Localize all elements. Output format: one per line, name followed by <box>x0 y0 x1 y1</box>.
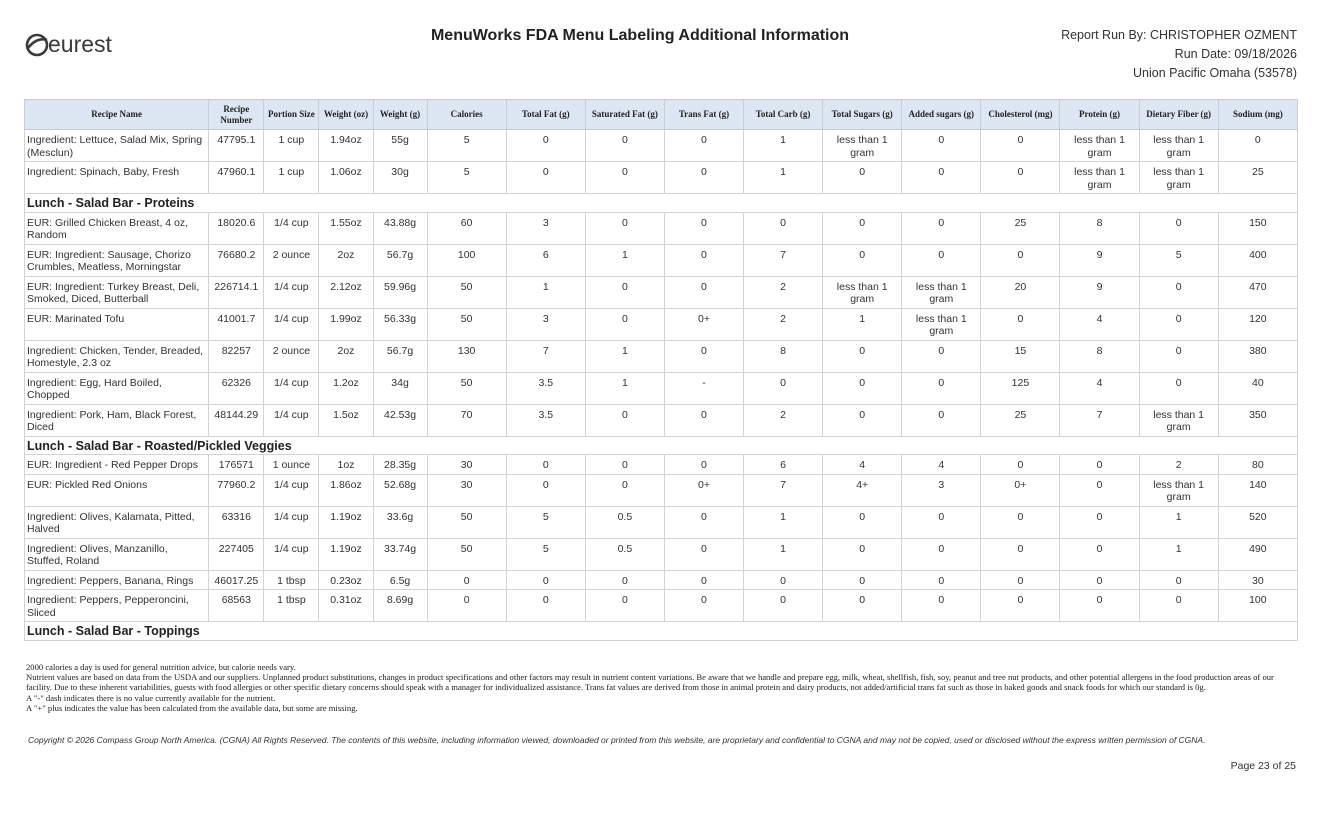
table-cell: 28.35g <box>373 455 427 475</box>
table-row <box>25 212 1298 244</box>
table-cell: less than 1 gram <box>1060 130 1139 162</box>
table-cell: 1 <box>1139 538 1218 570</box>
table-cell: 4+ <box>823 474 902 506</box>
table-cell: 2 <box>744 404 823 436</box>
recipe-name-cell: EUR: Pickled Red Onions <box>25 474 209 506</box>
table-cell: 62326 <box>209 372 264 404</box>
table-cell: 46017.25 <box>209 570 264 590</box>
table-cell: less than 1 gram <box>1060 162 1139 194</box>
table-cell: 1oz <box>319 455 373 475</box>
recipe-name-cell: Ingredient: Spinach, Baby, Fresh <box>25 162 209 194</box>
table-cell: 0 <box>823 162 902 194</box>
table-cell: 1/4 cup <box>264 276 319 308</box>
table-cell: 52.68g <box>373 474 427 506</box>
table-row <box>25 590 1298 622</box>
table-cell: 0 <box>823 538 902 570</box>
note-calories: 2000 calories a day is used for general nutrition advice, but calorie needs vary. <box>26 662 296 672</box>
table-cell: 0 <box>823 506 902 538</box>
table-cell: 100 <box>1218 590 1297 622</box>
table-cell: 1.06oz <box>319 162 373 194</box>
table-cell: 0 <box>585 455 664 475</box>
table-cell: 0 <box>981 308 1060 340</box>
table-cell: 0 <box>664 506 743 538</box>
table-cell: 0 <box>506 474 585 506</box>
table-cell: 1/4 cup <box>264 404 319 436</box>
column-header: Weight (g) <box>373 100 427 130</box>
table-cell: 0+ <box>981 474 1060 506</box>
recipe-name-cell: Ingredient: Olives, Manzanillo, Stuffed, Roland <box>25 538 209 570</box>
table-cell: 0 <box>1218 130 1297 162</box>
table-cell: 0 <box>981 590 1060 622</box>
table-cell: 0 <box>664 404 743 436</box>
table-cell: 0 <box>1139 372 1218 404</box>
table-cell: 0 <box>902 590 981 622</box>
table-row <box>25 506 1298 538</box>
table-cell: 1 <box>823 308 902 340</box>
table-cell: 3 <box>902 474 981 506</box>
note-plus: A "+" plus indicates the value has been calculated from the available data, but some are missing. <box>26 702 358 713</box>
table-cell: 0 <box>981 162 1060 194</box>
table-cell: 0 <box>664 340 743 372</box>
table-cell: less than 1 gram <box>902 308 981 340</box>
table-cell: 150 <box>1218 212 1297 244</box>
table-cell: 350 <box>1218 404 1297 436</box>
table-cell: 55g <box>373 130 427 162</box>
table-cell: 0 <box>1060 590 1139 622</box>
table-cell: 0.31oz <box>319 590 373 622</box>
table-cell: 1 <box>744 506 823 538</box>
table-cell: 4 <box>823 455 902 475</box>
table-cell: 0 <box>585 474 664 506</box>
recipe-name-cell: Ingredient: Peppers, Pepperoncini, Sliced <box>25 590 209 622</box>
table-cell: 1.2oz <box>319 372 373 404</box>
table-row <box>25 474 1298 506</box>
table-cell: 0 <box>902 130 981 162</box>
table-cell: 5 <box>427 130 506 162</box>
table-cell: 0 <box>1139 212 1218 244</box>
eurest-logo-mark <box>25 28 125 60</box>
table-cell: 9 <box>1060 276 1139 308</box>
table-cell: 50 <box>427 276 506 308</box>
table-cell: 1.5oz <box>319 404 373 436</box>
table-cell: 7 <box>506 340 585 372</box>
table-cell: 50 <box>427 506 506 538</box>
column-header: Recipe Number <box>209 100 264 130</box>
recipe-name-cell: Ingredient: Lettuce, Salad Mix, Spring (Mesclun) <box>25 130 209 162</box>
table-cell: 1 ounce <box>264 455 319 475</box>
table-cell: 82257 <box>209 340 264 372</box>
table-row <box>25 372 1298 404</box>
table-cell: 1 <box>744 162 823 194</box>
section-header-row <box>25 194 1298 213</box>
table-cell: 1 <box>1139 506 1218 538</box>
table-cell: 43.88g <box>373 212 427 244</box>
table-cell: 226714.1 <box>209 276 264 308</box>
table-cell: 2.12oz <box>319 276 373 308</box>
table-cell: 2oz <box>319 244 373 276</box>
column-header: Trans Fat (g) <box>664 100 743 130</box>
column-header: Recipe Name <box>25 100 209 130</box>
table-cell: 130 <box>427 340 506 372</box>
table-cell: 0 <box>1139 308 1218 340</box>
table-cell: 0 <box>585 130 664 162</box>
table-body <box>25 130 1298 641</box>
table-cell: 6 <box>506 244 585 276</box>
table-cell: 0.23oz <box>319 570 373 590</box>
table-cell: 60 <box>427 212 506 244</box>
table-cell: 5 <box>506 538 585 570</box>
table-cell: 0 <box>506 162 585 194</box>
table-cell: 0 <box>981 455 1060 475</box>
table-cell: 80 <box>1218 455 1297 475</box>
table-cell: 4 <box>902 455 981 475</box>
table-cell: 0 <box>585 590 664 622</box>
table-cell: less than 1 gram <box>1139 404 1218 436</box>
table-cell: 0 <box>902 212 981 244</box>
table-cell: 2oz <box>319 340 373 372</box>
table-cell: 0 <box>823 340 902 372</box>
table-cell: 70 <box>427 404 506 436</box>
recipe-name-cell: EUR: Ingredient: Turkey Breast, Deli, Smoked, Diced, Butterball <box>25 276 209 308</box>
table-cell: 1.55oz <box>319 212 373 244</box>
table-cell: 470 <box>1218 276 1297 308</box>
table-cell: 0 <box>902 570 981 590</box>
table-row <box>25 162 1298 194</box>
table-cell: 0 <box>427 590 506 622</box>
table-cell: 120 <box>1218 308 1297 340</box>
table-cell: 0 <box>981 244 1060 276</box>
table-cell: 25 <box>981 404 1060 436</box>
table-cell: 0 <box>585 308 664 340</box>
table-cell: 0 <box>823 590 902 622</box>
table-cell: 0 <box>1060 474 1139 506</box>
table-cell: 50 <box>427 538 506 570</box>
column-header: Total Carb (g) <box>744 100 823 130</box>
note-nutrient-disclaimer: Nutrient values are based on data from the USDA and our suppliers. Unplanned product substitutions, changes in product specifications and other factors may result in nutrient content variations. Be aware that we handle and prepare egg, milk, wheat, shellfish, fish, soy, peanut and tree nut products, and other potential allergens in the food production areas of our facility. Due to these inherent variabilities, guests with food allergies or other specific dietary concerns should speak with a manager for individualized assistance. Trans fat values are derived from those in animal protein and dairy products, not added/artificial trans fat such as those in baked goods and snack foods for which our standard is 0g. <box>26 672 1274 693</box>
table-cell: 0 <box>585 162 664 194</box>
table-cell: 0 <box>981 506 1060 538</box>
table-cell: 1 cup <box>264 162 319 194</box>
table-cell: 68563 <box>209 590 264 622</box>
table-cell: 0 <box>664 455 743 475</box>
recipe-name-cell: Ingredient: Olives, Kalamata, Pitted, Halved <box>25 506 209 538</box>
column-header: Total Sugars (g) <box>823 100 902 130</box>
table-cell: 0 <box>902 340 981 372</box>
table-cell: 1/4 cup <box>264 308 319 340</box>
table-cell: 0 <box>1139 590 1218 622</box>
table-cell: 7 <box>744 474 823 506</box>
table-cell: 0 <box>1060 455 1139 475</box>
report-run-by: Report Run By: CHRISTOPHER OZMENT <box>1061 28 1297 42</box>
table-cell: 1.99oz <box>319 308 373 340</box>
recipe-name-cell: Ingredient: Peppers, Banana, Rings <box>25 570 209 590</box>
table-cell: 227405 <box>209 538 264 570</box>
table-cell: 0 <box>664 276 743 308</box>
table-cell: 41001.7 <box>209 308 264 340</box>
recipe-name-cell: Ingredient: Chicken, Tender, Breaded, Homestyle, 2.3 oz <box>25 340 209 372</box>
table-row <box>25 455 1298 475</box>
table-cell: 1 cup <box>264 130 319 162</box>
table-cell: 1 <box>744 538 823 570</box>
table-cell: 47795.1 <box>209 130 264 162</box>
table-cell: 1.19oz <box>319 506 373 538</box>
table-cell: 8.69g <box>373 590 427 622</box>
table-cell: less than 1 gram <box>823 276 902 308</box>
table-cell: 50 <box>427 372 506 404</box>
table-cell: 1 tbsp <box>264 570 319 590</box>
table-cell: 3 <box>506 212 585 244</box>
table-cell: 76680.2 <box>209 244 264 276</box>
table-cell: 2 <box>744 308 823 340</box>
table-cell: 0 <box>744 570 823 590</box>
table-cell: less than 1 gram <box>823 130 902 162</box>
table-cell: 25 <box>1218 162 1297 194</box>
table-cell: 0 <box>902 404 981 436</box>
logo-text: eurest <box>48 31 112 57</box>
table-cell: 0 <box>1139 570 1218 590</box>
table-cell: 100 <box>427 244 506 276</box>
eurest-logo <box>25 28 125 60</box>
table-cell: 0 <box>506 570 585 590</box>
table-cell: 7 <box>744 244 823 276</box>
table-cell: 5 <box>1139 244 1218 276</box>
table-cell: 3.5 <box>506 372 585 404</box>
report-meta <box>1061 26 1297 83</box>
column-header: Portion Size <box>264 100 319 130</box>
table-cell: 63316 <box>209 506 264 538</box>
table-cell: 400 <box>1218 244 1297 276</box>
report-run-date: Run Date: 09/18/2026 <box>1174 47 1297 61</box>
recipe-name-cell: Ingredient: Egg, Hard Boiled, Chopped <box>25 372 209 404</box>
table-cell: 0 <box>664 212 743 244</box>
table-cell: 1 <box>506 276 585 308</box>
column-header: Sodium (mg) <box>1218 100 1297 130</box>
table-cell: 30 <box>1218 570 1297 590</box>
table-cell: 5 <box>506 506 585 538</box>
table-row <box>25 244 1298 276</box>
column-header: Cholesterol (mg) <box>981 100 1060 130</box>
table-row <box>25 340 1298 372</box>
recipe-name-cell: Ingredient: Pork, Ham, Black Forest, Diced <box>25 404 209 436</box>
table-cell: less than 1 gram <box>1139 162 1218 194</box>
table-cell: 0 <box>664 538 743 570</box>
table-row <box>25 404 1298 436</box>
table-cell: 7 <box>1060 404 1139 436</box>
table-cell: 0.5 <box>585 538 664 570</box>
table-cell: 0 <box>1139 276 1218 308</box>
table-cell: 25 <box>981 212 1060 244</box>
table-cell: 0 <box>585 404 664 436</box>
table-cell: 0 <box>427 570 506 590</box>
table-cell: - <box>664 372 743 404</box>
table-cell: 0 <box>506 130 585 162</box>
column-header: Protein (g) <box>1060 100 1139 130</box>
section-header-row <box>25 436 1298 455</box>
table-row <box>25 308 1298 340</box>
table-cell: 1/4 cup <box>264 506 319 538</box>
table-cell: 0 <box>902 244 981 276</box>
table-cell: 1 <box>744 130 823 162</box>
column-header: Saturated Fat (g) <box>585 100 664 130</box>
table-cell: 30g <box>373 162 427 194</box>
table-cell: 0 <box>823 212 902 244</box>
table-cell: 56.33g <box>373 308 427 340</box>
table-cell: 0 <box>823 570 902 590</box>
table-cell: 8 <box>744 340 823 372</box>
table-cell: 30 <box>427 474 506 506</box>
table-cell: 0 <box>664 590 743 622</box>
copyright-notice: Copyright © 2026 Compass Group North America. (CGNA) All Rights Reserved. The contents of this website, including information viewed, downloaded or printed from this website, are proprietary and confidential to CGNA and may not be copied, used or disclosed without the express written permission of CGNA. <box>28 735 1206 745</box>
table-cell: 9 <box>1060 244 1139 276</box>
table-cell: 4 <box>1060 372 1139 404</box>
table-cell: 8 <box>1060 340 1139 372</box>
table-cell: 1/4 cup <box>264 538 319 570</box>
section-header-row <box>25 622 1298 641</box>
table-cell: 1.19oz <box>319 538 373 570</box>
table-cell: 6 <box>744 455 823 475</box>
table-cell: 0 <box>744 372 823 404</box>
table-cell: 5 <box>427 162 506 194</box>
report-location: Union Pacific Omaha (53578) <box>1133 66 1297 80</box>
table-cell: 77960.2 <box>209 474 264 506</box>
table-cell: 6.5g <box>373 570 427 590</box>
table-cell: 8 <box>1060 212 1139 244</box>
table-cell: 0 <box>902 372 981 404</box>
table-cell: 3.5 <box>506 404 585 436</box>
table-cell: 176571 <box>209 455 264 475</box>
table-cell: 18020.6 <box>209 212 264 244</box>
section-label: Lunch - Salad Bar - Proteins <box>25 194 1298 213</box>
recipe-name-cell: EUR: Ingredient: Sausage, Chorizo Crumbles, Meatless, Morningstar <box>25 244 209 276</box>
page-number: Page 23 of 25 <box>1230 760 1296 772</box>
table-cell: 520 <box>1218 506 1297 538</box>
column-header: Total Fat (g) <box>506 100 585 130</box>
table-cell: 0+ <box>664 474 743 506</box>
table-cell: 0 <box>981 130 1060 162</box>
report-title: MenuWorks FDA Menu Labeling Additional Information <box>430 27 850 44</box>
table-cell: 1 <box>585 244 664 276</box>
table-row <box>25 538 1298 570</box>
table-header-row <box>25 100 1298 130</box>
table-cell: 15 <box>981 340 1060 372</box>
table-cell: 56.7g <box>373 340 427 372</box>
table-cell: 4 <box>1060 308 1139 340</box>
table-cell: 0 <box>902 506 981 538</box>
table-cell: 0 <box>585 570 664 590</box>
table-cell: 0+ <box>664 308 743 340</box>
recipe-name-cell: EUR: Marinated Tofu <box>25 308 209 340</box>
section-label: Lunch - Salad Bar - Toppings <box>25 622 1298 641</box>
table-row <box>25 570 1298 590</box>
table-cell: 0 <box>664 570 743 590</box>
table-cell: 2 <box>744 276 823 308</box>
column-header: Weight (oz) <box>319 100 373 130</box>
table-row <box>25 276 1298 308</box>
table-cell: 3 <box>506 308 585 340</box>
table-cell: 1 tbsp <box>264 590 319 622</box>
table-cell: 0 <box>823 244 902 276</box>
recipe-name-cell: EUR: Grilled Chicken Breast, 4 oz, Random <box>25 212 209 244</box>
table-cell: 1/4 cup <box>264 212 319 244</box>
table-cell: 42.53g <box>373 404 427 436</box>
table-cell: 0 <box>506 590 585 622</box>
table-cell: 1.86oz <box>319 474 373 506</box>
table-cell: 0 <box>506 455 585 475</box>
table-cell: 0 <box>1060 538 1139 570</box>
table-cell: 0 <box>1060 506 1139 538</box>
table-cell: 0 <box>1060 570 1139 590</box>
table-cell: 380 <box>1218 340 1297 372</box>
table-cell: 0 <box>585 276 664 308</box>
table-cell: 0 <box>981 538 1060 570</box>
table-cell: 50 <box>427 308 506 340</box>
table-cell: 30 <box>427 455 506 475</box>
table-cell: 2 ounce <box>264 244 319 276</box>
table-cell: less than 1 gram <box>902 276 981 308</box>
table-cell: 0 <box>664 130 743 162</box>
table-cell: 0.5 <box>585 506 664 538</box>
nutrition-table <box>24 99 1298 641</box>
table-cell: 490 <box>1218 538 1297 570</box>
table-cell: 2 ounce <box>264 340 319 372</box>
table-cell: 0 <box>981 570 1060 590</box>
table-cell: 0 <box>902 538 981 570</box>
table-cell: 33.74g <box>373 538 427 570</box>
table-row <box>25 130 1298 162</box>
table-cell: 125 <box>981 372 1060 404</box>
footnotes <box>26 662 1296 713</box>
table-cell: 1/4 cup <box>264 372 319 404</box>
note-dash: A "-" dash indicates there is no value currently available for the nutrient. <box>26 692 276 703</box>
table-cell: 1.94oz <box>319 130 373 162</box>
recipe-name-cell: EUR: Ingredient - Red Pepper Drops <box>25 455 209 475</box>
table-cell: 0 <box>902 162 981 194</box>
table-cell: less than 1 gram <box>1139 474 1218 506</box>
table-cell: less than 1 gram <box>1139 130 1218 162</box>
table-cell: 56.7g <box>373 244 427 276</box>
table-cell: 47960.1 <box>209 162 264 194</box>
table-cell: 0 <box>664 162 743 194</box>
column-header: Added sugars (g) <box>902 100 981 130</box>
table-cell: 0 <box>585 212 664 244</box>
table-cell: 1 <box>585 372 664 404</box>
table-cell: 59.96g <box>373 276 427 308</box>
table-cell: 140 <box>1218 474 1297 506</box>
table-cell: 34g <box>373 372 427 404</box>
table-cell: 0 <box>1139 340 1218 372</box>
table-cell: 48144.29 <box>209 404 264 436</box>
table-cell: 0 <box>744 590 823 622</box>
table-cell: 1/4 cup <box>264 474 319 506</box>
table-cell: 20 <box>981 276 1060 308</box>
table-cell: 33.6g <box>373 506 427 538</box>
column-header: Calories <box>427 100 506 130</box>
table-cell: 2 <box>1139 455 1218 475</box>
section-label: Lunch - Salad Bar - Roasted/Pickled Veggies <box>25 436 1298 455</box>
table-cell: 0 <box>823 372 902 404</box>
column-header: Dietary Fiber (g) <box>1139 100 1218 130</box>
table-cell: 0 <box>823 404 902 436</box>
table-cell: 0 <box>664 244 743 276</box>
table-cell: 40 <box>1218 372 1297 404</box>
table-cell: 0 <box>744 212 823 244</box>
table-cell: 1 <box>585 340 664 372</box>
